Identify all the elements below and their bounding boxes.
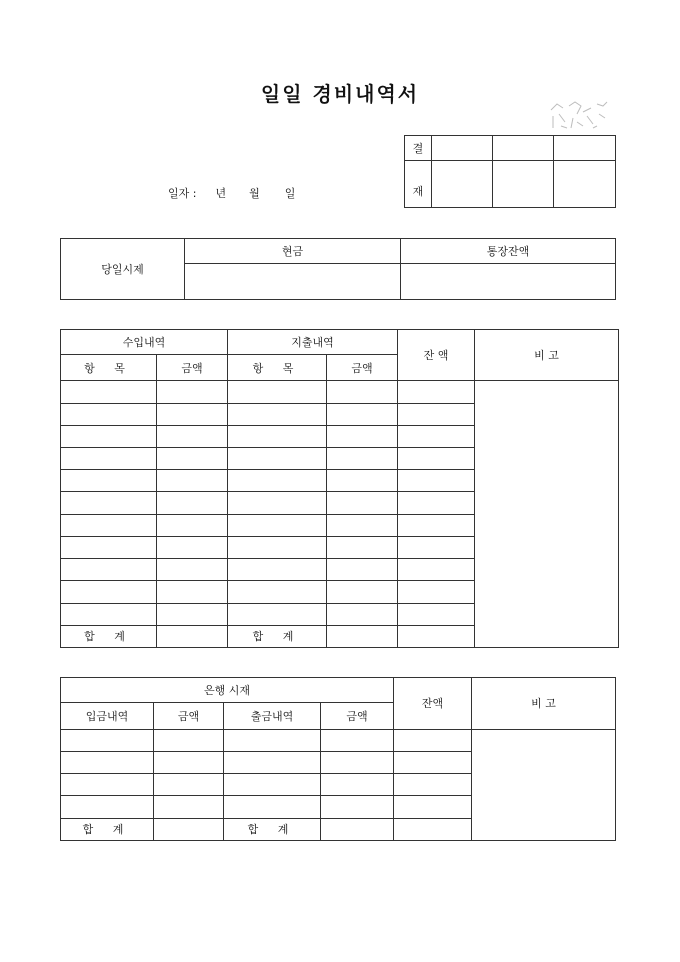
cash-header: 현금 bbox=[185, 239, 401, 264]
document-title: 일일 경비내역서 bbox=[260, 82, 420, 106]
ledger-cell[interactable] bbox=[228, 403, 327, 425]
ledger-cell[interactable] bbox=[327, 403, 398, 425]
remarks-cell[interactable] bbox=[475, 381, 619, 648]
ledger-cell[interactable] bbox=[327, 559, 398, 581]
bank-remarks-cell[interactable] bbox=[472, 729, 616, 840]
expense-amount-header: 금액 bbox=[327, 355, 398, 381]
bank-cell[interactable] bbox=[154, 729, 224, 751]
ledger-cell[interactable] bbox=[157, 403, 228, 425]
income-item-header: 항 목 bbox=[61, 355, 157, 381]
ledger-cell[interactable] bbox=[228, 536, 327, 558]
ledger-cell[interactable] bbox=[398, 514, 475, 536]
ledger-cell[interactable] bbox=[157, 381, 228, 403]
ledger-cell[interactable] bbox=[398, 470, 475, 492]
bank-cell[interactable] bbox=[321, 729, 394, 751]
approval-label-bottom: 재 bbox=[405, 161, 432, 208]
withdraw-total-cell[interactable] bbox=[321, 818, 394, 840]
ledger-cell[interactable] bbox=[61, 381, 157, 403]
ledger-cell[interactable] bbox=[398, 425, 475, 447]
ledger-cell[interactable] bbox=[327, 492, 398, 514]
ledger-cell[interactable] bbox=[157, 448, 228, 470]
approval-title-cell[interactable] bbox=[554, 136, 616, 161]
date-month: 월 bbox=[249, 187, 260, 200]
ledger-cell[interactable] bbox=[327, 381, 398, 403]
approval-title-cell[interactable] bbox=[493, 136, 554, 161]
approval-label-top: 결 bbox=[405, 136, 432, 161]
ledger-cell[interactable] bbox=[327, 536, 398, 558]
ledger-cell[interactable] bbox=[327, 470, 398, 492]
bank-cell[interactable] bbox=[61, 751, 154, 773]
date-year: 년 bbox=[215, 187, 227, 200]
bank-balance-total-cell[interactable] bbox=[394, 818, 472, 840]
ledger-cell[interactable] bbox=[61, 603, 157, 625]
approval-sign-cell[interactable] bbox=[493, 161, 554, 208]
ledger-cell[interactable] bbox=[157, 425, 228, 447]
ledger-cell[interactable] bbox=[398, 381, 475, 403]
bank-remarks-header: 비 고 bbox=[472, 678, 616, 730]
ledger-cell[interactable] bbox=[157, 470, 228, 492]
cash-status-table bbox=[60, 238, 616, 300]
stamp-mark-icon bbox=[547, 98, 611, 132]
ledger-cell[interactable] bbox=[61, 536, 157, 558]
date-day: 일 bbox=[284, 187, 296, 200]
bank-cell[interactable] bbox=[224, 796, 321, 818]
date-line bbox=[168, 185, 295, 201]
withdraw-total-label: 합 계 bbox=[224, 818, 321, 840]
ledger-cell[interactable] bbox=[398, 603, 475, 625]
bank-cell[interactable] bbox=[224, 751, 321, 773]
ledger-cell[interactable] bbox=[61, 514, 157, 536]
deposit-total-cell[interactable] bbox=[154, 818, 224, 840]
expense-header: 지출내역 bbox=[228, 330, 398, 355]
bank-cell[interactable] bbox=[321, 774, 394, 796]
ledger-cell[interactable] bbox=[398, 403, 475, 425]
deposit-total-label: 합 계 bbox=[61, 818, 154, 840]
ledger-cell[interactable] bbox=[61, 559, 157, 581]
expense-item-header: 항 목 bbox=[228, 355, 327, 381]
income-total-cell[interactable] bbox=[157, 625, 228, 647]
balance-total-cell[interactable] bbox=[398, 625, 475, 647]
balance-header: 잔 액 bbox=[398, 330, 475, 381]
bank-balance-header: 통장잔액 bbox=[401, 239, 616, 264]
bank-cell[interactable] bbox=[154, 774, 224, 796]
approval-sign-cell[interactable] bbox=[554, 161, 616, 208]
remarks-header: 비 고 bbox=[475, 330, 619, 381]
expense-total-label: 합 계 bbox=[228, 625, 327, 647]
bank-cell[interactable] bbox=[224, 774, 321, 796]
bank-cell[interactable] bbox=[61, 774, 154, 796]
deposit-amount-header: 금액 bbox=[154, 703, 224, 729]
ledger-cell[interactable] bbox=[228, 448, 327, 470]
deposit-header: 입금내역 bbox=[61, 703, 154, 729]
bank-cell[interactable] bbox=[394, 751, 472, 773]
withdraw-header: 출금내역 bbox=[224, 703, 321, 729]
ledger-cell[interactable] bbox=[398, 536, 475, 558]
ledger-cell[interactable] bbox=[228, 381, 327, 403]
approval-table bbox=[404, 135, 616, 208]
bank-cell[interactable] bbox=[321, 751, 394, 773]
ledger-cell[interactable] bbox=[61, 470, 157, 492]
cash-ledger-table bbox=[60, 329, 619, 648]
ledger-cell[interactable] bbox=[61, 581, 157, 603]
ledger-cell[interactable] bbox=[398, 559, 475, 581]
bank-cell[interactable] bbox=[154, 751, 224, 773]
ledger-cell[interactable] bbox=[398, 448, 475, 470]
income-header: 수입내역 bbox=[61, 330, 228, 355]
ledger-cell[interactable] bbox=[228, 581, 327, 603]
bank-header: 은행 시재 bbox=[61, 678, 394, 703]
ledger-cell[interactable] bbox=[157, 559, 228, 581]
ledger-cell[interactable] bbox=[61, 448, 157, 470]
ledger-cell[interactable] bbox=[61, 492, 157, 514]
ledger-cell[interactable] bbox=[157, 492, 228, 514]
ledger-cell[interactable] bbox=[157, 603, 228, 625]
ledger-cell[interactable] bbox=[327, 425, 398, 447]
bank-cell[interactable] bbox=[61, 729, 154, 751]
bank-cell[interactable] bbox=[321, 796, 394, 818]
ledger-cell[interactable] bbox=[157, 581, 228, 603]
ledger-cell[interactable] bbox=[228, 603, 327, 625]
bank-cell[interactable] bbox=[394, 774, 472, 796]
approval-sign-cell[interactable] bbox=[432, 161, 493, 208]
bank-cell[interactable] bbox=[224, 729, 321, 751]
ledger-cell[interactable] bbox=[228, 559, 327, 581]
ledger-cell[interactable] bbox=[157, 514, 228, 536]
ledger-cell[interactable] bbox=[327, 448, 398, 470]
ledger-cell[interactable] bbox=[327, 581, 398, 603]
ledger-cell[interactable] bbox=[327, 603, 398, 625]
ledger-cell[interactable] bbox=[61, 403, 157, 425]
bank-cell[interactable] bbox=[394, 729, 472, 751]
ledger-cell[interactable] bbox=[228, 514, 327, 536]
income-amount-header: 금액 bbox=[157, 355, 228, 381]
bank-ledger-table bbox=[60, 677, 616, 841]
expense-total-cell[interactable] bbox=[327, 625, 398, 647]
bank-cell[interactable] bbox=[394, 796, 472, 818]
cash-status-row-label: 당일시제 bbox=[61, 239, 185, 300]
ledger-cell[interactable] bbox=[228, 492, 327, 514]
cash-amount-cell[interactable] bbox=[185, 264, 401, 300]
income-total-label: 합 계 bbox=[61, 625, 157, 647]
bank-balance-header: 잔액 bbox=[394, 678, 472, 730]
bank-balance-cell[interactable] bbox=[401, 264, 616, 300]
ledger-cell[interactable] bbox=[228, 425, 327, 447]
withdraw-amount-header: 금액 bbox=[321, 703, 394, 729]
ledger-cell[interactable] bbox=[157, 536, 228, 558]
ledger-cell[interactable] bbox=[61, 425, 157, 447]
bank-cell[interactable] bbox=[154, 796, 224, 818]
ledger-cell[interactable] bbox=[327, 514, 398, 536]
ledger-cell[interactable] bbox=[398, 492, 475, 514]
ledger-cell[interactable] bbox=[228, 470, 327, 492]
bank-cell[interactable] bbox=[61, 796, 154, 818]
approval-title-cell[interactable] bbox=[432, 136, 493, 161]
ledger-cell[interactable] bbox=[398, 581, 475, 603]
date-label: 일자 : bbox=[168, 187, 197, 200]
